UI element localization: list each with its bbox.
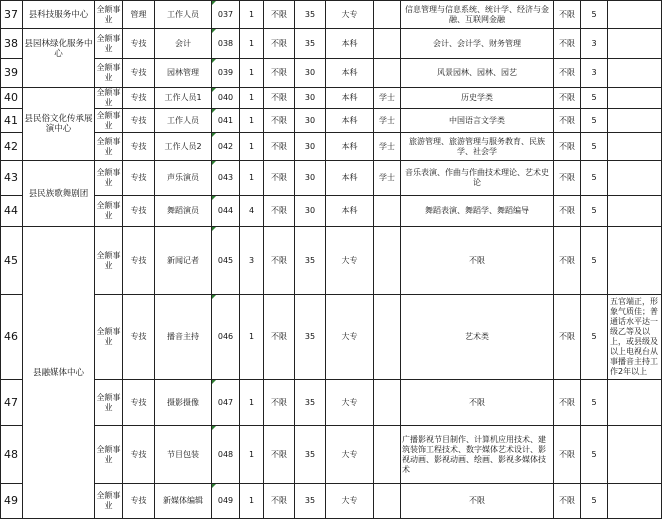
unit-name: 县融媒体中心 xyxy=(23,227,95,519)
row-number: 43 xyxy=(1,161,23,196)
table-row xyxy=(1,380,662,426)
col-12: 5 xyxy=(581,109,608,133)
unit-name: 县民俗文化传承展演中心 xyxy=(23,88,95,161)
col-12: 5 xyxy=(581,227,608,295)
age-limit: 35 xyxy=(295,426,326,484)
col-12: 5 xyxy=(581,380,608,426)
post-category: 专技 xyxy=(123,133,155,161)
major: 不限 xyxy=(401,227,554,295)
post-category: 专技 xyxy=(123,59,155,88)
table-row xyxy=(1,29,662,59)
note xyxy=(608,88,662,109)
education: 大专 xyxy=(326,426,374,484)
post-category: 专技 xyxy=(123,295,155,380)
funding-type: 全额事业 xyxy=(96,88,121,107)
hire-count: 1 xyxy=(240,380,264,426)
post-code: 041 xyxy=(212,109,240,133)
funding-type: 全额事业 xyxy=(95,109,123,133)
col-11: 不限 xyxy=(554,88,581,109)
funding-type: 全额事业 xyxy=(95,1,123,29)
degree xyxy=(374,1,401,29)
col-11: 不限 xyxy=(554,1,581,29)
row-number: 42 xyxy=(1,133,23,161)
table-row xyxy=(1,295,662,380)
unit-name: 县园林绿化服务中心 xyxy=(23,29,95,88)
education: 本科 xyxy=(326,161,374,196)
hire-count: 1 xyxy=(240,88,264,109)
degree: 学士 xyxy=(374,133,401,161)
hire-count: 1 xyxy=(240,484,264,519)
note xyxy=(608,380,662,426)
hire-count: 1 xyxy=(240,1,264,29)
note xyxy=(608,59,662,88)
note xyxy=(608,161,662,196)
gender: 不限 xyxy=(264,426,295,484)
post-code: 042 xyxy=(212,133,240,161)
degree xyxy=(374,380,401,426)
major: 旅游管理、旅游管理与服务教育、民族学、社会学 xyxy=(401,133,554,161)
note xyxy=(608,1,662,29)
funding-type: 全额事业 xyxy=(95,426,123,484)
post-name: 工作人员 xyxy=(155,109,212,133)
age-limit: 35 xyxy=(295,484,326,519)
col-12: 5 xyxy=(581,161,608,196)
post-code: 046 xyxy=(212,295,240,380)
col-11: 不限 xyxy=(554,295,581,380)
degree xyxy=(374,426,401,484)
table-row xyxy=(1,59,662,88)
post-name: 舞蹈演员 xyxy=(155,196,212,227)
degree xyxy=(374,59,401,88)
col-11: 不限 xyxy=(554,196,581,227)
note xyxy=(608,227,662,295)
gender: 不限 xyxy=(264,59,295,88)
note xyxy=(608,196,662,227)
post-name: 节目包装 xyxy=(155,426,212,484)
post-name: 播音主持 xyxy=(155,295,212,380)
major: 风景园林、园林、园艺 xyxy=(401,59,554,88)
hire-count: 1 xyxy=(240,295,264,380)
gender: 不限 xyxy=(264,109,295,133)
gender: 不限 xyxy=(264,1,295,29)
row-number: 48 xyxy=(1,426,23,484)
note: 五官端正，形象气质佳；普通话水平达一级乙等及以上，或县级及以上电视台从事播音主持工作2年以上 xyxy=(608,295,662,380)
age-limit: 35 xyxy=(295,1,326,29)
hire-count: 4 xyxy=(240,196,264,227)
col-12: 5 xyxy=(581,484,608,519)
post-name: 摄影摄像 xyxy=(155,380,212,426)
age-limit: 35 xyxy=(295,380,326,426)
major: 中国语言文学类 xyxy=(401,109,554,133)
post-code: 043 xyxy=(212,161,240,196)
col-11: 不限 xyxy=(554,484,581,519)
post-category: 专技 xyxy=(123,88,155,109)
post-code: 049 xyxy=(212,484,240,519)
major: 舞蹈表演、舞蹈学、舞蹈编导 xyxy=(401,196,554,227)
major: 广播影视节目制作、计算机应用技术、建筑装饰工程技术、数字媒体艺术设计、影视动画、影视动画、绘画、影视多媒体技术 xyxy=(401,426,554,484)
unit-name: 县民族歌舞剧团 xyxy=(23,161,95,227)
unit-name: 县科技服务中心 xyxy=(23,1,95,29)
post-category: 专技 xyxy=(123,109,155,133)
row-number: 46 xyxy=(1,295,23,380)
hire-count: 1 xyxy=(240,59,264,88)
post-code: 037 xyxy=(212,1,240,29)
row-number: 39 xyxy=(1,59,23,88)
education: 大专 xyxy=(326,227,374,295)
table-row xyxy=(1,109,662,133)
education: 本科 xyxy=(326,29,374,59)
table-row xyxy=(1,227,662,295)
age-limit: 30 xyxy=(295,133,326,161)
post-name: 园林管理 xyxy=(155,59,212,88)
post-name: 新闻记者 xyxy=(155,227,212,295)
funding-type: 全额事业 xyxy=(95,133,123,161)
post-category: 专技 xyxy=(123,426,155,484)
post-code: 048 xyxy=(212,426,240,484)
col-12: 5 xyxy=(581,196,608,227)
hire-count: 1 xyxy=(240,109,264,133)
post-name: 会计 xyxy=(155,29,212,59)
gender: 不限 xyxy=(264,295,295,380)
post-code: 040 xyxy=(212,88,240,109)
gender: 不限 xyxy=(264,161,295,196)
post-name: 工作人员2 xyxy=(155,133,212,161)
col-11: 不限 xyxy=(554,161,581,196)
row-number: 47 xyxy=(1,380,23,426)
age-limit: 30 xyxy=(295,109,326,133)
note xyxy=(608,484,662,519)
hire-count: 3 xyxy=(240,227,264,295)
post-name: 新媒体编辑 xyxy=(155,484,212,519)
gender: 不限 xyxy=(264,196,295,227)
degree: 学士 xyxy=(374,88,401,109)
post-category: 专技 xyxy=(123,29,155,59)
row-number: 44 xyxy=(1,196,23,227)
hire-count: 1 xyxy=(240,29,264,59)
post-name: 声乐演员 xyxy=(155,161,212,196)
funding-type: 全额事业 xyxy=(95,29,123,59)
major: 信息管理与信息系统、统计学、经济与金融、互联网金融 xyxy=(401,1,554,29)
funding-type: 全额事业 xyxy=(95,380,123,426)
funding-type: 全额事业 xyxy=(95,295,123,380)
funding-type: 全额事业 xyxy=(95,196,123,227)
row-number: 40 xyxy=(1,88,23,109)
age-limit: 30 xyxy=(295,161,326,196)
row-number: 38 xyxy=(1,29,23,59)
post-code: 039 xyxy=(212,59,240,88)
education: 本科 xyxy=(326,59,374,88)
note xyxy=(608,426,662,484)
table-row xyxy=(1,88,662,109)
degree: 学士 xyxy=(374,109,401,133)
col-11: 不限 xyxy=(554,29,581,59)
note xyxy=(608,109,662,133)
table-row xyxy=(1,1,662,29)
note xyxy=(608,29,662,59)
row-number: 45 xyxy=(1,227,23,295)
post-category: 专技 xyxy=(123,227,155,295)
row-number: 41 xyxy=(1,109,23,133)
major: 历史学类 xyxy=(401,88,554,109)
col-12: 3 xyxy=(581,59,608,88)
major: 音乐表演、作曲与作曲技术理论、艺术史论 xyxy=(401,161,554,196)
note xyxy=(608,133,662,161)
post-code: 044 xyxy=(212,196,240,227)
education: 大专 xyxy=(326,380,374,426)
age-limit: 35 xyxy=(295,295,326,380)
education: 本科 xyxy=(326,88,374,109)
gender: 不限 xyxy=(264,380,295,426)
post-category: 专技 xyxy=(123,380,155,426)
post-name: 工作人员 xyxy=(155,1,212,29)
row-number: 49 xyxy=(1,484,23,519)
major: 会计、会计学、财务管理 xyxy=(401,29,554,59)
post-category: 专技 xyxy=(123,161,155,196)
age-limit: 30 xyxy=(295,88,326,109)
table-row xyxy=(1,426,662,484)
col-12: 5 xyxy=(581,295,608,380)
degree xyxy=(374,295,401,380)
col-12: 5 xyxy=(581,88,608,109)
col-11: 不限 xyxy=(554,426,581,484)
education: 大专 xyxy=(326,295,374,380)
post-code: 045 xyxy=(212,227,240,295)
table-row xyxy=(1,161,662,196)
table-row xyxy=(1,484,662,519)
funding-type: 全额事业 xyxy=(95,484,123,519)
col-11: 不限 xyxy=(554,133,581,161)
post-code: 047 xyxy=(212,380,240,426)
major: 不限 xyxy=(401,380,554,426)
post-code: 038 xyxy=(212,29,240,59)
post-category: 专技 xyxy=(123,196,155,227)
post-category: 专技 xyxy=(123,484,155,519)
education: 大专 xyxy=(326,484,374,519)
gender: 不限 xyxy=(264,484,295,519)
gender: 不限 xyxy=(264,29,295,59)
funding-type: 全额事业 xyxy=(95,161,123,196)
age-limit: 30 xyxy=(295,59,326,88)
degree xyxy=(374,196,401,227)
table-row xyxy=(1,196,662,227)
degree xyxy=(374,29,401,59)
hire-count: 1 xyxy=(240,133,264,161)
degree: 学士 xyxy=(374,161,401,196)
degree xyxy=(374,484,401,519)
gender: 不限 xyxy=(264,227,295,295)
major: 不限 xyxy=(401,484,554,519)
education: 本科 xyxy=(326,133,374,161)
education: 大专 xyxy=(326,1,374,29)
col-11: 不限 xyxy=(554,109,581,133)
age-limit: 35 xyxy=(295,227,326,295)
hire-count: 1 xyxy=(240,426,264,484)
col-11: 不限 xyxy=(554,59,581,88)
major: 艺术类 xyxy=(401,295,554,380)
col-11: 不限 xyxy=(554,380,581,426)
post-category: 管理 xyxy=(123,1,155,29)
degree xyxy=(374,227,401,295)
gender: 不限 xyxy=(264,133,295,161)
funding-type: 全额事业 xyxy=(95,59,123,88)
funding-type: 全额事业 xyxy=(95,227,123,295)
post-name: 工作人员1 xyxy=(155,88,212,109)
col-12: 5 xyxy=(581,426,608,484)
gender: 不限 xyxy=(264,88,295,109)
col-12: 5 xyxy=(581,1,608,29)
age-limit: 35 xyxy=(295,29,326,59)
education: 本科 xyxy=(326,196,374,227)
hire-count: 1 xyxy=(240,161,264,196)
table-row xyxy=(1,133,662,161)
col-11: 不限 xyxy=(554,227,581,295)
row-number: 37 xyxy=(1,1,23,29)
education: 本科 xyxy=(326,109,374,133)
age-limit: 30 xyxy=(295,196,326,227)
col-12: 5 xyxy=(581,133,608,161)
col-12: 3 xyxy=(581,29,608,59)
